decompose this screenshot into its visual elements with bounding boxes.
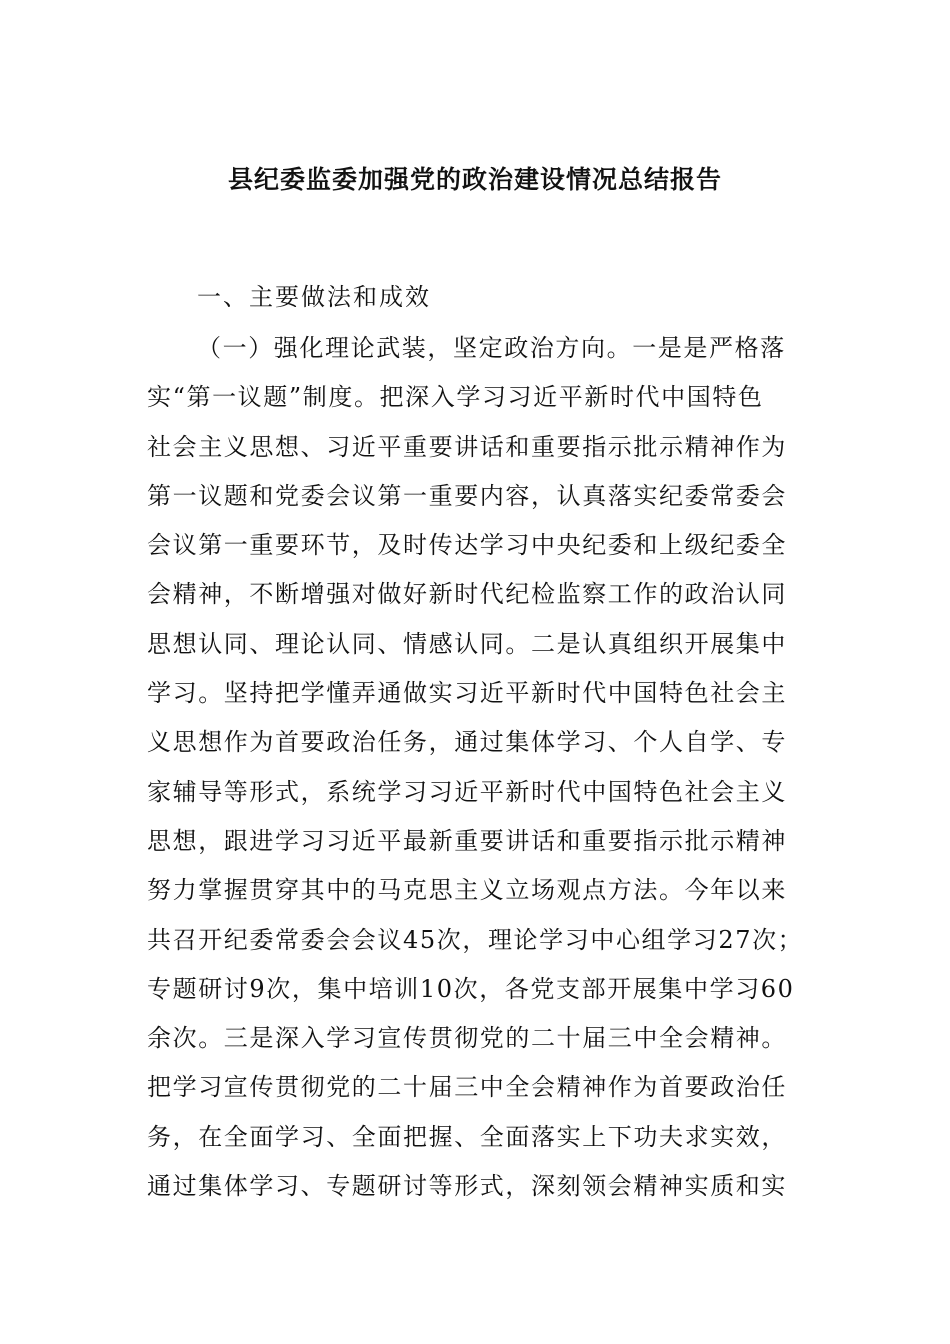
body-line: 义思想作为首要政治任务，通过集体学习、个人自学、专 — [147, 728, 787, 757]
body-line: 第一议题和党委会议第一重要内容，认真落实纪委常委会 — [147, 481, 787, 510]
body-line: 社会主义思想、习近平重要讲话和重要指示批示精神作为 — [147, 432, 787, 461]
body-line: 努力掌握贯穿其中的马克思主义立场观点方法。今年以来 — [147, 876, 787, 905]
body-line: 实“第一议题”制度。把深入学习习近平新时代中国特色 — [147, 383, 764, 412]
body-line: 家辅导等形式，系统学习习近平新时代中国特色社会主义 — [147, 777, 787, 806]
body-line: 把学习宣传贯彻党的二十届三中全会精神作为首要政治任 — [147, 1073, 787, 1102]
body-line: （一）强化理论武装，坚定政治方向。一是是严格落 — [197, 334, 786, 362]
body-line: 务，在全面学习、全面把握、全面落实上下功夫求实效， — [147, 1122, 787, 1151]
section-heading: 一、主要做法和成效 — [197, 283, 431, 311]
body-line: 思想，跟进学习习近平最新重要讲话和重要指示批示精神 — [147, 826, 787, 855]
body-line: 学习。坚持把学懂弄通做实习近平新时代中国特色社会主 — [147, 679, 787, 708]
body-line: 会议第一重要环节，及时传达学习中央纪委和上级纪委全 — [147, 531, 787, 560]
body-paragraph — [147, 325, 817, 1212]
body-line: 共召开纪委常委会会议45次，理论学习中心组学习27次； — [147, 925, 804, 954]
body-line: 专题研讨9次，集中培训10次，各党支部开展集中学习60 — [147, 974, 795, 1003]
body-line: 余次。三是深入学习宣传贯彻党的二十届三中全会精神。 — [147, 1024, 787, 1053]
body-line: 通过集体学习、专题研讨等形式，深刻领会精神实质和实 — [147, 1172, 787, 1201]
body-line: 思想认同、理论认同、情感认同。二是认真组织开展集中 — [147, 629, 787, 658]
body-line: 会精神，不断增强对做好新时代纪检监察工作的政治认同 — [147, 580, 787, 609]
document-title: 县纪委监委加强党的政治建设情况总结报告 — [227, 165, 722, 194]
